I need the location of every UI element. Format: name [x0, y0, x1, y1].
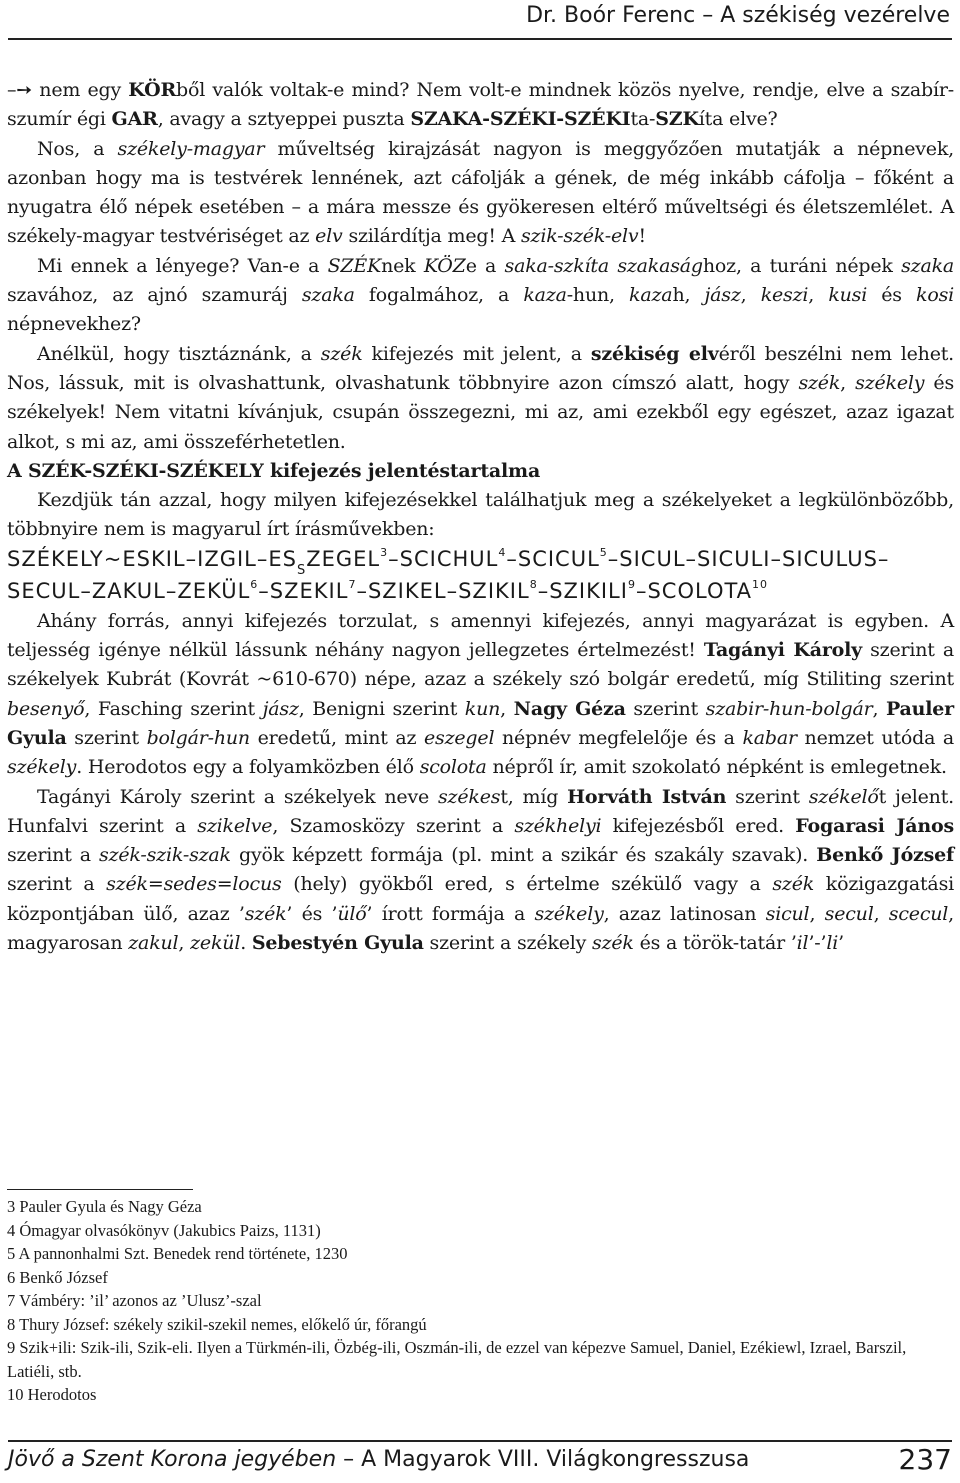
- paragraph-3: Mi ennek a lényege? Van-e a SZÉKnek KÖZe a saka-szkíta szakasághoz, a turáni népek szaka szavához, az ajnó szamuráj szaka fogalmához, a kaza-hun, kazah, jász, keszi, kusi és kosi népnevekhez?: [7, 254, 955, 336]
- footnote-8: 8 Thury József: székely szikil-szekil nemes, előkelő úr, főrangú: [7, 1314, 427, 1334]
- paragraph-6: Ahány forrás, annyi kifejezés torzulat, s amennyi kifejezés, annyi magyarázat is egyben. A teljesség igénye nélkül lássunk néhány nagyon jellegzetes értelmezést! Tagányi Károly szerint a székelyek Kubrát (Kovrát ~610-670) népe, azaz a székely szó bolgár eredetű, míg Stiliting szerint besenyő, Fasching szerint jász, Benigni szerint kun, Nagy Géza szerint szabir-hun-bolgár, Pauler Gyula szerint bolgár-hun eredetű, mint az eszegel népnév megfelelője és a kabar nemzet utóda a székely. Herodotos egy a folyamközben élő scolota népről ír, amit szokolató népként is emlegetnek.: [7, 609, 954, 779]
- header-rule: [8, 38, 952, 40]
- page-number: 237: [898, 1443, 952, 1476]
- footer-publication: Jövő a Szent Korona jegyében – A Magyarok VIII. Világkongresszusa: [8, 1447, 750, 1472]
- footnote-10: 10 Herodotos: [7, 1385, 97, 1404]
- footnote-9: 9 Szik+ili: Szik-ili, Szik-eli. Ilyen a Türkmén-ili, Özbég-ili, Oszmán-ili, de ezzel van képezve Samuel, Daniel, Ezékiewl, Izrael, Barszil, Latiéli, stb.: [7, 1338, 907, 1381]
- footnote-3: 3 Pauler Gyula és Nagy Géza: [7, 1197, 202, 1216]
- paragraph-2: Nos, a székely-magyar műveltség kirajzását nagyon is meggyőzően mutatják a népnevek, azonban hogy ma is testvérek lennének, azt cáfolják a gének, de még inkább cáfolja – főként a nyugatra élő népek esetében – a mára messze és gyökeresen eltérő műveltségi és életszemlélet. A székely-magyar testvériséget az elv szilárdítja meg! A szik-szék-elv!: [7, 137, 954, 248]
- paragraph-1: –➙ nem egy KÖRből valók voltak-e mind? Nem volt-e mindnek közös nyelve, rendje, elve a szabír-szumír égi GAR, avagy a sztyeppei puszta SZAKA-SZÉKI-SZÉKIta-SZKíta elve?: [7, 79, 955, 131]
- footer-rule: [8, 1440, 952, 1442]
- paragraph-4: Anélkül, hogy tisztáznánk, a szék kifejezés mit jelent, a székiség elvéről beszélni nem lehet. Nos, lássuk, mit is olvashattunk, olvashatunk többnyire azon címszó alatt, hogy szék, székely és székelyek! Nem vitatni kívánjuk, csupán összegezni, mi az, ami ezekből egy egészet, azaz igazat alkot, s mi az, ami összeférhetetlen.: [7, 342, 955, 453]
- name-variants: $SZÉKELY\sim ESKIL-IZGIL-ES_SZEGEL^3-SCICHUL^4-SCICUL^5-SICUL-SICULI-SICULUS-SECUL-ZAKUL-ZEKÜL^6-SZEKIL^7-SZIKEL-SZIKIL^8-SZIKILI^9-S$COLOTA$^{10}$: [7, 545, 890, 604]
- section-heading: A SZÉK-SZÉKI-SZÉKELY kifejezés jelentéstartalma: [7, 459, 541, 482]
- paragraph-5: Kezdjük tán azzal, hogy milyen kifejezésekkel találhatjuk meg a székelyeket a legkülönbözőbb, többnyire nem is magyarul írt írásművekben:: [7, 489, 954, 541]
- running-header: Dr. Boór Ferenc – A székiség vezérelve: [526, 3, 950, 28]
- main-text: [7, 76, 954, 958]
- footnote-5: 5 A pannonhalmi Szt. Benedek rend története, 1230: [7, 1244, 348, 1263]
- footnotes: [7, 1195, 952, 1407]
- footnote-6: 6 Benkő József: [7, 1267, 108, 1287]
- paragraph-7: Tagányi Károly szerint a székelyek neve székest, míg Horváth István szerint székelőt jelent. Hunfalvi szerint a szikelve, Szamosközy szerint a székhelyi kifejezésből ered. Fogarasi János szerint a szék-szik-szak gyök képzett formája (pl. mint a szikár és szakály szavak). Benkő József szerint a szék=sedes=locus (hely) gyökből ered, s értelme székülő vagy a szék közigazgatási központjában ülő, azaz ’szék’ és ’ülő’ írott formája a székely, azaz latinosan sicul, secul, scecul, magyarosan zakul, zekül. Sebestyén Gyula szerint a székely szék és a török-tatár ’il’-’li’: [7, 785, 955, 955]
- footnote-7: 7 Vámbéry: ’il’ azonos az ’Ulusz’-szal: [7, 1291, 262, 1310]
- footnote-4: 4 Ómagyar olvasókönyv (Jakubics Paizs, 1131): [7, 1220, 321, 1240]
- footnote-rule: [7, 1189, 193, 1190]
